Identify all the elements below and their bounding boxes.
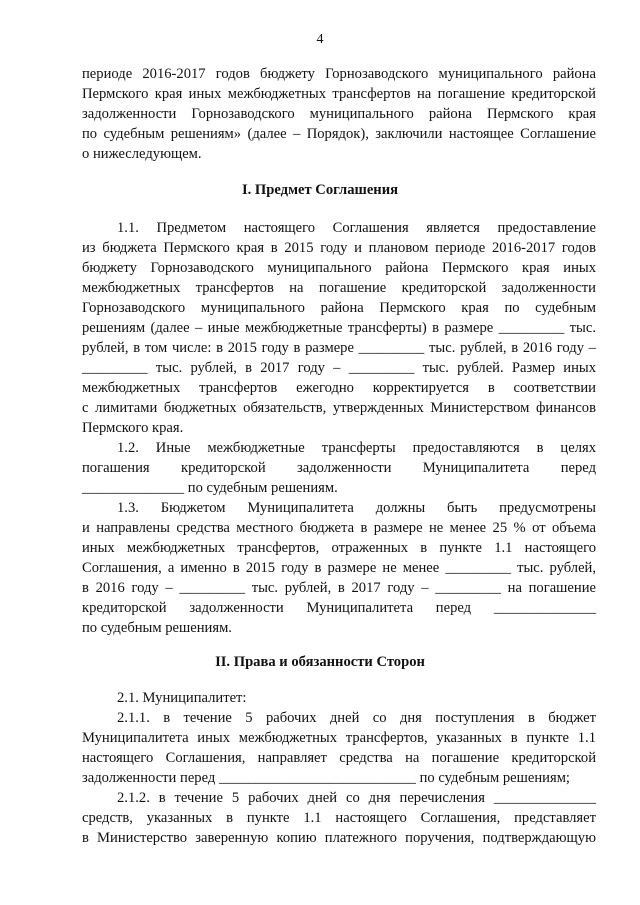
clause-1-3-line: по судебным решениям.: [82, 620, 232, 636]
clause-1-2-line: погашения кредиторской задолженности Муниципалитета перед: [82, 460, 596, 476]
clause-2-1-1-line: настоящего Соглашения, направляет средства на погашение кредиторской: [82, 750, 596, 766]
clause-1-3-line: Соглашения, а именно в 2015 году в размере не менее _________ тыс. рублей,: [82, 560, 596, 576]
intro-line: о нижеследующем.: [82, 146, 202, 162]
clause-1-1-line: решениям (далее – иные межбюджетные трансферты) в размере _________ тыс.: [82, 320, 596, 336]
intro-line: по судебным решениям» (далее – Порядок), заключили настоящее Соглашение: [82, 126, 596, 142]
clause-1-1-line: с лимитами бюджетных обязательств, утвержденных Министерством финансов: [82, 400, 596, 416]
clause-1-3-line: в 2016 году – _________ тыс. рублей, в 2017 году – _________ на погашение: [82, 580, 596, 596]
clause-1-3-line: 1.3. Бюджетом Муниципалитета должны быть предусмотрены: [117, 500, 596, 516]
clause-1-1-line: 1.1. Предметом настоящего Соглашения является предоставление: [117, 220, 596, 236]
clause-2-1-1-line: 2.1.1. в течение 5 рабочих дней со дня поступления в бюджет: [117, 710, 596, 726]
clause-2-1-2-line: в Министерство заверенную копию платежного поручения, подтверждающую: [82, 830, 596, 846]
clause-1-1-line: межбюджетных трансфертов на погашение кредиторской задолженности: [82, 280, 596, 296]
clause-1-1-line: _________ тыс. рублей, в 2017 году – _________ тыс. рублей. Размер иных: [82, 360, 596, 376]
clause-1-1-line: из бюджета Пермского края в 2015 году и плановом периоде 2016-2017 годов: [82, 240, 596, 256]
clause-2-1-2-line: средств, указанных в пункте 1.1 настоящего Соглашения, представляет: [82, 810, 596, 826]
clause-1-1-line: межбюджетных трансфертов ежегодно корректируется в соответствии: [82, 380, 596, 396]
intro-line: периоде 2016-2017 годов бюджету Горнозаводского муниципального района: [82, 66, 596, 82]
clause-1-3-line: кредиторской задолженности Муниципалитета перед ______________: [82, 600, 596, 616]
section-heading-1: I. Предмет Соглашения: [241, 182, 399, 198]
clause-1-1-line: бюджету Горнозаводского муниципального района Пермского края иных: [82, 260, 596, 276]
clause-1-3-line: иных межбюджетных трансфертов, отраженных в пункте 1.1 настоящего: [82, 540, 596, 556]
intro-line: задолженности Горнозаводского муниципального района Пермского края: [82, 106, 596, 122]
intro-line: Пермского края иных межбюджетных трансфертов на погашение кредиторской: [82, 86, 596, 102]
clause-1-1-line: Горнозаводского муниципального района Пермского края по судебным: [82, 300, 596, 316]
clause-2-1-1-line: задолженности перед ___________________________ по судебным решениям;: [82, 770, 570, 786]
clause-1-3-line: и направлены средства местного бюджета в размере не менее 25 % от объема: [82, 520, 596, 536]
clause-1-2-line: ______________ по судебным решениям.: [82, 480, 338, 496]
section-heading-2: II. Права и обязанности Сторон: [215, 654, 425, 670]
clause-1-1-line: Пермского края.: [82, 420, 184, 436]
clause-2-1-2-line: 2.1.2. в течение 5 рабочих дней со дня перечисления ______________: [117, 790, 596, 806]
clause-1-1-line: рублей, в том числе: в 2015 году в размере _________ тыс. рублей, в 2016 году –: [82, 340, 596, 356]
clause-2-1-1-line: Муниципалитета иных межбюджетных трансфертов, указанных в пункте 1.1: [82, 730, 596, 746]
clause-2-1: 2.1. Муниципалитет:: [117, 690, 247, 706]
clause-1-2-line: 1.2. Иные межбюджетные трансферты предоставляются в целях: [117, 440, 596, 456]
page-number: 4: [316, 32, 324, 47]
